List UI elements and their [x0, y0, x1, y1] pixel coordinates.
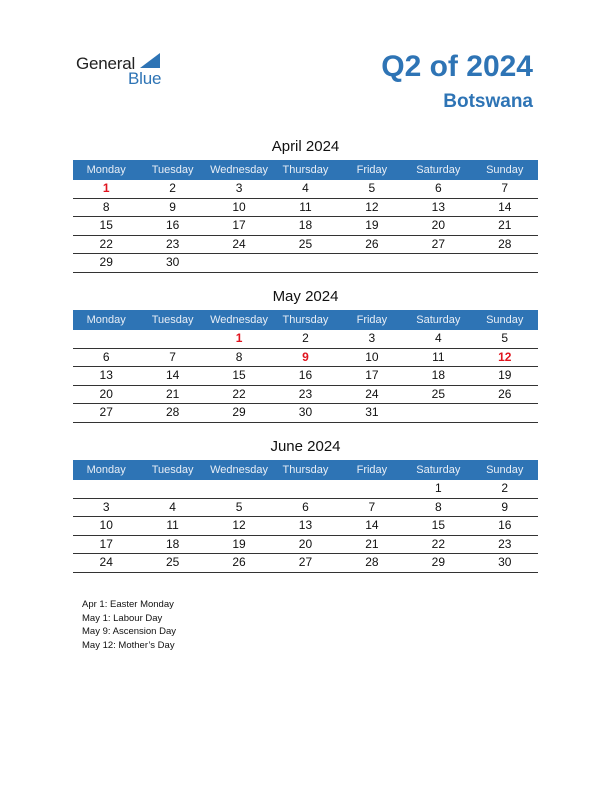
- day-cell: 7: [169, 349, 176, 364]
- day-cell: 24: [99, 555, 113, 569]
- weekday-label: Sunday: [486, 164, 524, 176]
- holiday-note: May 9: Ascension Day: [82, 626, 176, 637]
- day-cell: 20: [99, 386, 113, 401]
- day-cell: 15: [232, 368, 246, 382]
- day-cell: 23: [498, 536, 512, 551]
- day-cell: 11: [166, 518, 179, 532]
- day-cell: 11: [299, 199, 312, 214]
- day-cell: 9: [169, 199, 176, 214]
- weekday-header: [73, 160, 538, 180]
- week-row: [73, 330, 538, 349]
- day-cell: [472, 254, 538, 272]
- month-title: April 2024: [271, 138, 340, 155]
- day-cell: 21: [165, 386, 180, 401]
- day-cell: 8: [102, 199, 110, 214]
- day-cell: 15: [99, 218, 113, 232]
- day-cell: 26: [232, 555, 246, 569]
- weekday-header: [73, 460, 538, 480]
- day-cell: 19: [365, 218, 379, 232]
- day-cell: 23: [165, 236, 180, 251]
- day-cell: 28: [498, 236, 512, 251]
- weekday-label: Monday: [86, 464, 126, 476]
- day-cell: 1: [102, 181, 110, 195]
- day-cell: 28: [165, 405, 180, 419]
- day-cell: [139, 330, 205, 348]
- day-cell: 17: [232, 218, 246, 232]
- month-calendar-may: [73, 286, 538, 423]
- day-cell: [339, 480, 405, 498]
- day-cell: 12: [232, 518, 246, 532]
- weekday-label: Friday: [356, 164, 388, 176]
- day-cell: 16: [498, 518, 512, 532]
- weekday-label: Saturday: [416, 314, 461, 326]
- day-cell: 8: [434, 499, 442, 514]
- day-cell: 24: [232, 236, 246, 251]
- day-cell: [73, 330, 139, 348]
- day-cell: 18: [298, 218, 313, 232]
- day-cell: 14: [365, 518, 379, 532]
- day-cell: 8: [235, 349, 243, 364]
- month-title: May 2024: [272, 288, 339, 305]
- day-cell: 19: [498, 368, 512, 382]
- weekday-label: Sunday: [486, 464, 524, 476]
- week-row: [73, 554, 538, 573]
- weekday-label: Tuesday: [151, 464, 194, 476]
- week-row: [73, 254, 538, 273]
- weekday-label: Saturday: [416, 164, 461, 176]
- month-calendar-june: [73, 436, 538, 573]
- day-cell: [339, 254, 405, 272]
- day-cell: 16: [298, 368, 313, 382]
- weekday-label: Wednesday: [210, 464, 268, 476]
- week-row: [73, 349, 538, 368]
- holiday-notes: [82, 598, 176, 652]
- week-row: [73, 236, 538, 255]
- country-name: Botswana: [443, 91, 533, 112]
- day-cell: [405, 254, 471, 272]
- month-calendar-april: [73, 136, 538, 273]
- day-cell: 29: [431, 555, 445, 569]
- day-cell: 27: [431, 236, 445, 251]
- day-cell: 1: [235, 331, 243, 345]
- day-cell: 26: [498, 386, 512, 401]
- day-cell: 5: [235, 499, 243, 514]
- day-cell: 3: [102, 499, 110, 514]
- logo-text-blue: Blue: [128, 69, 162, 88]
- day-cell: 2: [501, 481, 509, 495]
- day-cell: [73, 480, 139, 498]
- day-cell: [405, 404, 471, 422]
- week-row: [73, 367, 538, 386]
- day-cell: 20: [298, 536, 313, 551]
- day-cell: 27: [99, 405, 113, 419]
- day-cell: 29: [232, 405, 246, 419]
- week-row: [73, 386, 538, 405]
- day-cell: 25: [431, 386, 445, 401]
- weekday-label: Tuesday: [151, 164, 194, 176]
- week-row: [73, 180, 538, 199]
- weekday-label: Thursday: [282, 464, 329, 476]
- logo-text-general: General: [76, 54, 136, 73]
- day-cell: 23: [298, 386, 313, 401]
- weekday-label: Thursday: [282, 314, 329, 326]
- day-cell: 15: [431, 518, 445, 532]
- weekday-label: Monday: [86, 314, 126, 326]
- day-cell: 14: [165, 368, 180, 382]
- weekday-label: Tuesday: [151, 314, 194, 326]
- day-cell: 22: [232, 386, 246, 401]
- day-cell: 21: [498, 218, 512, 232]
- day-cell: 3: [235, 181, 243, 195]
- day-cell: 5: [501, 331, 509, 345]
- day-cell: 7: [368, 499, 376, 514]
- day-cell: 14: [498, 199, 512, 214]
- day-cell: 19: [232, 536, 246, 551]
- day-cell: 6: [102, 349, 110, 364]
- week-row: [73, 517, 538, 536]
- week-row: [73, 536, 538, 555]
- day-cell: 4: [169, 499, 176, 514]
- day-cell: 24: [365, 386, 379, 401]
- day-cell: 18: [431, 368, 445, 382]
- day-cell: 13: [431, 199, 445, 214]
- flag-icon: [140, 53, 160, 68]
- day-cell: 6: [302, 499, 309, 514]
- weekday-label: Friday: [356, 464, 388, 476]
- day-cell: 17: [99, 536, 113, 551]
- weekday-label: Sunday: [486, 314, 524, 326]
- holiday-note: May 12: Mother’s Day: [82, 639, 175, 651]
- day-cell: 27: [298, 555, 313, 569]
- day-cell: 25: [165, 555, 180, 569]
- day-cell: 13: [298, 518, 313, 532]
- day-cell: 1: [434, 481, 442, 495]
- day-cell: 17: [365, 368, 379, 382]
- weekday-label: Wednesday: [210, 164, 268, 176]
- day-cell: 20: [431, 218, 445, 232]
- day-cell: 25: [298, 236, 313, 251]
- day-cell: 5: [368, 181, 376, 195]
- day-cell: 11: [432, 349, 445, 364]
- day-cell: 31: [365, 405, 379, 419]
- day-cell: 26: [365, 236, 379, 251]
- day-cell: 3: [368, 331, 376, 345]
- day-cell: 30: [165, 255, 180, 269]
- day-cell: 30: [498, 555, 512, 569]
- day-cell: [472, 404, 538, 422]
- day-cell: 12: [498, 349, 512, 364]
- weekday-label: Saturday: [416, 464, 461, 476]
- day-cell: 10: [365, 349, 379, 364]
- day-cell: 10: [99, 518, 113, 532]
- day-cell: [272, 254, 338, 272]
- day-cell: [272, 480, 338, 498]
- brand-logo: [76, 52, 176, 88]
- day-cell: 10: [232, 199, 246, 214]
- day-cell: 9: [501, 499, 509, 514]
- day-cell: 7: [501, 181, 509, 195]
- page-title: Q2 of 2024: [381, 50, 533, 83]
- day-cell: 22: [99, 236, 113, 251]
- holiday-note: May 1: Labour Day: [82, 612, 163, 624]
- week-row: [73, 404, 538, 423]
- day-cell: 9: [302, 349, 309, 364]
- weekday-label: Monday: [86, 164, 126, 176]
- day-cell: 30: [298, 405, 313, 419]
- day-cell: 29: [99, 255, 113, 269]
- holiday-note: Apr 1: Easter Monday: [82, 599, 174, 610]
- day-cell: 22: [431, 536, 445, 551]
- day-cell: 18: [165, 536, 180, 551]
- weekday-label: Friday: [356, 314, 388, 326]
- week-row: [73, 217, 538, 236]
- day-cell: 6: [434, 181, 442, 195]
- day-cell: 4: [434, 331, 442, 345]
- weekday-label: Thursday: [282, 164, 329, 176]
- week-row: [73, 499, 538, 518]
- day-cell: 4: [302, 181, 309, 195]
- weekday-header: [73, 310, 538, 330]
- day-cell: [206, 254, 272, 272]
- day-cell: 13: [99, 368, 113, 382]
- day-cell: 12: [365, 199, 379, 214]
- day-cell: [206, 480, 272, 498]
- day-cell: 21: [365, 536, 379, 551]
- day-cell: [139, 480, 205, 498]
- day-cell: 16: [165, 218, 180, 232]
- week-row: [73, 199, 538, 218]
- day-cell: 2: [169, 181, 176, 195]
- week-row: [73, 480, 538, 499]
- weekday-label: Wednesday: [210, 314, 268, 326]
- day-cell: 28: [365, 555, 379, 569]
- month-title: June 2024: [270, 438, 341, 455]
- day-cell: 2: [302, 331, 309, 345]
